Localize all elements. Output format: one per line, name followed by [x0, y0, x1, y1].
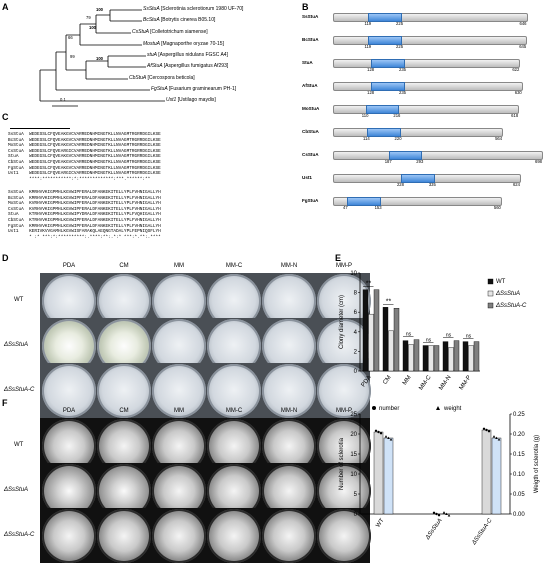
alignment-line: StuA WEDEGSLCFQVEAKGVCVARREDNHMINGTKLLNVAGMTRGRRDGILKSE: [8, 154, 161, 160]
x-tick-label: MM-P: [458, 374, 473, 392]
domain-start-label: 228: [396, 182, 404, 187]
bar: [429, 346, 434, 371]
taxon-species: [Aspergillus nidulans FGSC A4]: [158, 52, 228, 58]
protein-length-label: 698: [535, 159, 542, 164]
legend-swatch: [488, 303, 493, 308]
protein-bar: [333, 128, 503, 137]
plate-column-label: PDA: [62, 263, 76, 269]
plate-column-label: MM-N: [280, 263, 298, 269]
domain-start-label: 128: [367, 67, 375, 72]
taxon-name: SsStuA: [143, 6, 161, 12]
point-number: [377, 431, 379, 433]
x-tick-label: MM-C: [418, 374, 433, 392]
bar: [423, 346, 428, 371]
protein-length-label: 564: [495, 136, 503, 141]
point-number: [433, 512, 435, 514]
bar: [449, 347, 454, 371]
domain-protein-label: AfStuA: [302, 83, 318, 88]
y-tick-label: 4: [353, 329, 357, 336]
protein-length-label: 618: [511, 113, 519, 118]
domain-start-label: 114: [362, 136, 370, 141]
domain-protein-label: SsStuA: [302, 14, 319, 19]
taxon-name: CsStuA: [132, 29, 151, 35]
domain-end-label: 216: [393, 113, 401, 118]
alignment-line: * :* ***:*:**********:.****:**:.*:* ***:*.**:.****: [8, 234, 161, 240]
domain-start-label: 187: [384, 159, 392, 164]
alignment-line: MoStuA KVRHVVKIGPMHLKGVWIPFERALDFANKEKITELLYPLFVHNIGALLYH: [8, 201, 161, 207]
alignment-block-1: [8, 132, 161, 182]
y-axis-label: Clony diameter (cm): [339, 294, 345, 350]
protein-bar: [333, 105, 519, 114]
bar: [454, 341, 459, 371]
alignment-line: CsStuA WEDEGSLCFQVEARGICVARREDNHMINGTKLLNVAGMTRGRRDGILKSE: [8, 148, 161, 154]
significance-label: ns: [445, 332, 452, 339]
alignment-scale-bar: [10, 124, 70, 129]
x-tick-label: ΔSsStuA-C: [471, 517, 494, 547]
point-number: [485, 429, 487, 431]
panel-label-c: C: [2, 112, 9, 122]
domain-end-label: 225: [396, 21, 404, 26]
bar: [363, 290, 368, 371]
significance-label: **: [385, 298, 392, 306]
bar: [394, 308, 399, 371]
significance-label: ns: [465, 333, 472, 340]
domain-end-label: 235: [399, 67, 407, 72]
petri-dish: [42, 509, 96, 563]
protein-bar: [333, 82, 523, 91]
plate-column-label: CM: [119, 263, 129, 269]
point-number: [375, 430, 377, 432]
legend-label-number: number: [379, 406, 400, 412]
legend-swatch: [488, 291, 493, 296]
plate-row-label: ΔSsStuA: [4, 487, 29, 493]
bar: [389, 331, 394, 371]
taxon-name: MostuA: [143, 41, 162, 47]
domain-end-label: 293: [416, 159, 424, 164]
y-tick-label-right: 0.10: [513, 472, 525, 478]
alignment-line: CbStuA KTRHVVKIGPMHLKGVWIPFERALDFANKEKITELLYPLFVHNIGALLYH: [8, 217, 161, 223]
taxon-name: BcStuA: [143, 17, 161, 23]
bar-weight: [384, 438, 393, 514]
alignment-line: FgStuA KMRHVVKIGPMHLKGVWIPFERALDFANKEKITELLYPLFVHNIGALLYH: [8, 223, 161, 229]
domain-protein-label: MoStuA: [302, 106, 320, 111]
y-tick-label-right: 0.05: [513, 492, 525, 498]
colony-diameter-chart: [335, 263, 550, 398]
protein-length-label: 560: [493, 205, 501, 210]
protein-bar: [333, 151, 543, 160]
domain-start-label: 128: [367, 90, 375, 95]
petri-dish: [207, 509, 261, 563]
alignment-line: Ust1 WEDEGSLCFQVEARGICVARREDNHMINGTKLLNVAGMTRGRRDGILKSE: [8, 171, 161, 177]
tree-taxon: [147, 63, 228, 69]
bar: [409, 345, 414, 371]
plate-row-label: WT: [14, 297, 24, 303]
taxon-name: AfStuA: [147, 63, 164, 69]
point-weight: [385, 435, 388, 437]
bar: [403, 341, 408, 371]
tree-taxon: [151, 86, 236, 92]
y-tick-label: 6: [353, 310, 357, 317]
x-tick-label: CM: [382, 374, 393, 386]
x-tick-label: MM: [401, 374, 413, 387]
plate-row-label: ΔSsStuA: [4, 342, 29, 348]
y-tick-label: 5: [353, 492, 357, 498]
y-tick-label: 0: [353, 512, 357, 518]
domain-protein-label: CsStuA: [302, 152, 319, 157]
taxon-species: [Magnaporthe oryzae 70-15]: [161, 41, 224, 47]
point-weight: [495, 437, 498, 439]
protein-bar: [333, 13, 528, 22]
alignment-line: SsStuA KMRHVVKIGPMHLKGVWIPFERALDFANKEKITELLYPLFVHNIGALLYH: [8, 190, 161, 195]
protein-length-label: 630: [514, 90, 522, 95]
x-tick-label: PDA: [360, 374, 373, 389]
protein-length-label: 622: [512, 67, 520, 72]
alignment-line: Ust1 KERIVKVVGAMHLKGVWISFARAKQLAEQNGTADALYPLFEPNIQSFLYH: [8, 229, 161, 235]
bar: [414, 340, 419, 371]
bar-weight: [492, 438, 501, 514]
plate-column-label: MM-N: [280, 408, 298, 414]
plate-column-label: PDA: [62, 408, 76, 414]
legend-label: WT: [496, 279, 506, 285]
y-tick-label: 10: [350, 271, 357, 277]
protein-bar: [333, 36, 527, 45]
x-tick-label: ΔSsStuA: [424, 517, 444, 541]
significance-label: ns: [405, 331, 412, 338]
plate-column-label: MM-C: [225, 263, 243, 269]
legend-marker-number: [372, 406, 376, 410]
plate-column-label: MM-C: [225, 408, 243, 414]
bootstrap-5: 99: [70, 54, 75, 59]
panel-label-b: B: [302, 2, 309, 12]
domain-protein-label: FgStuA: [302, 198, 319, 203]
bar: [469, 346, 474, 371]
y-tick-label: 15: [350, 452, 357, 458]
domain-end-label: 220: [394, 136, 402, 141]
plate-row-label: WT: [14, 442, 24, 448]
panel-label-f: F: [2, 398, 8, 408]
alignment-line: BcStuA KMRHVVKIGPMHLKGVWIPFERALDFANKEKITELLYPLFVHNIGALLYH: [8, 195, 161, 201]
taxon-name: FgStuA: [151, 86, 169, 92]
legend-label-weight: weight: [444, 406, 462, 412]
point-weight: [387, 437, 390, 439]
point-number: [438, 514, 440, 516]
legend-marker-weight: [436, 406, 440, 410]
point-number: [435, 513, 437, 515]
taxon-species: [Sclerotinia sclerotiorum 1980 UF-70]: [160, 6, 244, 12]
domain-protein-label: BcStuA: [302, 37, 319, 42]
domain-end-label: 335: [428, 182, 436, 187]
protein-bar: [333, 59, 520, 68]
alignment-line: FgStuA WEDEGSLCFQVEAKGVCVARREDNHMINGTKLLNVAGMTRGRRDGILKSE: [8, 165, 161, 171]
bootstrap-6: 100: [96, 56, 103, 61]
point-weight: [493, 435, 496, 437]
domain-start-label: 47: [343, 205, 348, 210]
bar: [369, 314, 374, 371]
plate-column-label: MM-P: [336, 408, 352, 414]
bootstrap-3: 100: [89, 25, 96, 30]
bar: [434, 346, 439, 371]
point-number: [488, 430, 490, 432]
tree-taxon: [143, 6, 243, 12]
taxon-species: [Fusarium graminearum PH-1]: [168, 86, 237, 92]
tree-taxon: [129, 75, 195, 81]
tree-taxon: [147, 52, 228, 58]
y-tick-label: 2: [353, 349, 357, 356]
legend-label: ΔSsStuA: [496, 291, 521, 297]
alignment-line: ****:***********:*:*************:***.******:**: [8, 176, 151, 182]
bar: [474, 342, 479, 371]
taxon-species: [Ustilago maydis]: [177, 97, 216, 103]
protein-length-label: 646: [519, 21, 527, 26]
y-tick-label-right: 0.15: [513, 452, 525, 458]
point-number: [483, 428, 485, 430]
domain-end-label: 153: [374, 205, 382, 210]
y-axis-label: Number of sclerotia: [339, 437, 345, 491]
taxon-name: stuA: [147, 52, 159, 58]
tree-scale-label: 0.1: [60, 97, 66, 102]
alignment-line: SsStuA WEDESSLCFQVEAKGVCVARREDNHMINGTKLLNVAGMTRGRRDGILKSE: [8, 132, 161, 137]
tree-taxon: [166, 97, 216, 103]
tree-taxon: [143, 41, 224, 47]
alignment-line: CsStuA KVRHVVKIGPMHLKGVWIPFERALDFANKEKITELLYPLFVHNIGALLYH: [8, 206, 161, 212]
sclerotia-chart: [335, 400, 550, 560]
domain-start-label: 119: [364, 21, 372, 26]
bootstrap-1: 100: [96, 7, 103, 12]
y-tick-label-right: 0.00: [513, 512, 525, 518]
y-tick-label: 10: [350, 472, 357, 478]
plate-column-label: MM: [174, 263, 184, 269]
taxon-species: [Colletotrichum siamense]: [150, 29, 208, 35]
plate-row-label: ΔSsStuA-C: [4, 387, 35, 393]
bar: [443, 342, 448, 371]
bootstrap-4: 66: [68, 35, 73, 40]
panel-label-a: A: [2, 2, 9, 12]
point-weight: [448, 514, 451, 516]
significance-label: ns: [425, 337, 432, 344]
taxon-species: [Cercospora beticola]: [147, 75, 195, 81]
alignment-line: MoStuA WEDEGSLCFQVEAKGVCVARREDNHMINGTKLLNVAGMTRGRRDGILKSE: [8, 143, 161, 149]
alignment-line: CbStuA WEDEGSLCFQVEAKGVCVARREDNHMINGTKLLNVAGMTRGRRDGILKSE: [8, 159, 161, 165]
legend-swatch: [488, 279, 493, 284]
y-tick-label-right: 0.20: [513, 432, 525, 438]
plate-column-label: MM: [174, 408, 184, 414]
protein-length-label: 645: [519, 44, 527, 49]
petri-dish: [152, 509, 206, 563]
petri-dish: [97, 509, 151, 563]
petri-dish: [262, 509, 316, 563]
y-tick-label: 25: [350, 412, 357, 418]
y-axis-label-right: Weigth of sclerotia (g): [534, 434, 540, 494]
domain-protein-label: Ust1: [302, 175, 312, 180]
bar: [383, 307, 388, 371]
bootstrap-2: 79: [86, 15, 91, 20]
y-tick-label: 0: [353, 369, 357, 375]
domain-start-label: 110: [361, 113, 369, 118]
significance-label: **: [365, 280, 372, 288]
point-number: [380, 432, 382, 434]
bar: [463, 342, 468, 371]
alignment-line: StuA KTRHVVKIGPMHLKGVWIPYDRALDFANKEKITELLYPLFVQHIGALLYH: [8, 212, 161, 218]
taxon-name: Ust1: [166, 97, 178, 103]
domain-protein-label: StuA: [302, 60, 313, 65]
bar-number: [482, 430, 491, 514]
tree-taxon: [132, 29, 208, 35]
y-tick-label-right: 0.25: [513, 412, 525, 418]
domain-protein-label: CbStuA: [302, 129, 319, 134]
alignment-line: BcStuA WEDESSLCFQVEAKGVCVARREDNHMINGTKLLNVAGMTRGRRDGILKSE: [8, 137, 161, 143]
point-weight: [443, 511, 446, 513]
bar: [374, 290, 379, 371]
tree-taxon: [143, 17, 215, 23]
domain-start-label: 119: [364, 44, 372, 49]
x-tick-label: MM-N: [438, 374, 453, 392]
panel-label-e: E: [335, 253, 342, 263]
y-tick-label: 8: [353, 290, 357, 297]
y-tick-label: 20: [350, 432, 357, 438]
taxon-name: CbStuA: [129, 75, 148, 81]
plate-column-label: MM-P: [336, 263, 352, 269]
plate-row-label: ΔSsStuA-C: [4, 532, 35, 538]
legend-label: ΔSsStuA-C: [496, 303, 527, 309]
bar-number: [374, 432, 383, 514]
panel-label-d: D: [2, 253, 9, 263]
protein-length-label: 624: [512, 182, 520, 187]
taxon-species: [Aspergillus fumigatus Af293]: [163, 63, 229, 69]
domain-end-label: 235: [399, 90, 407, 95]
plate-column-label: CM: [119, 408, 129, 414]
x-tick-label: WT: [375, 517, 386, 529]
domain-end-label: 225: [396, 44, 404, 49]
alignment-block-2: [8, 190, 161, 240]
taxon-species: [Botrytis cinerea B05.10]: [160, 17, 216, 23]
